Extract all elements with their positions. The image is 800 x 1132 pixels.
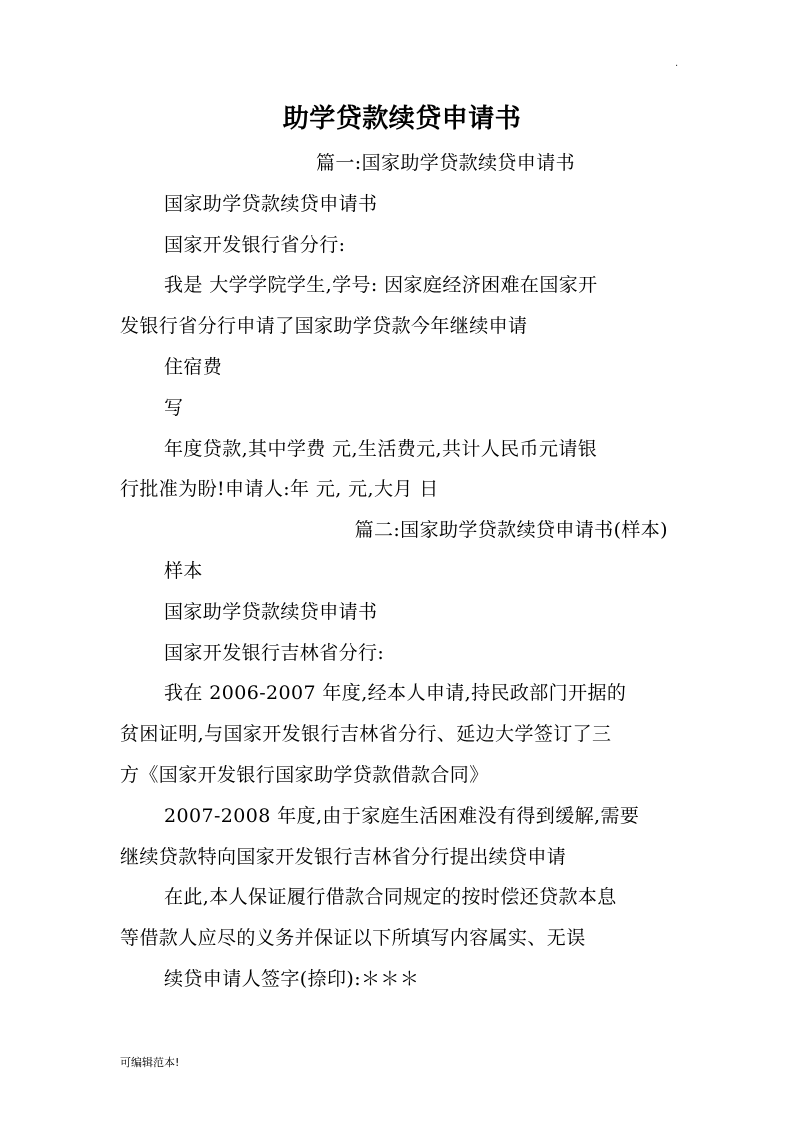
paragraph-line: 样本 (164, 559, 203, 582)
paragraph-line: 住宿费 (164, 355, 223, 378)
paragraph-line: 国家开发银行省分行: (164, 233, 346, 256)
paragraph-line: 国家开发银行吉林省分行: (164, 641, 385, 664)
paragraph-line: 继续贷款特向国家开发银行吉林省分行提出续贷申请 (120, 845, 567, 868)
paragraph-line: 国家助学贷款续贷申请书 (164, 192, 378, 215)
paragraph-line: 年度贷款,其中学费 元,生活费元,共计人民币元请银 (164, 437, 598, 460)
paragraph-line: 国家助学贷款续贷申请书 (164, 600, 378, 623)
paragraph-line: 发银行省分行申请了国家助学贷款今年继续申请 (120, 315, 528, 338)
paragraph-line: 在此,本人保证履行借款合同规定的按时偿还贷款本息 (164, 886, 617, 909)
paragraph-line: 写 (164, 396, 184, 419)
paragraph-line: 贫困证明,与国家开发银行吉林省分行、延边大学签订了三 (120, 723, 612, 746)
paragraph-line: 方《国家开发银行国家助学贷款借款合同》 (120, 763, 489, 786)
signature-line: 续贷申请人签字(捺印):＊＊＊ (164, 967, 420, 990)
paragraph-line: 2007-2008 年度,由于家庭生活困难没有得到缓解,需要 (164, 804, 640, 827)
corner-mark: . (675, 58, 679, 69)
paragraph-line: 我是 大学学院学生,学号: 因家庭经济困难在国家开 (164, 274, 598, 297)
page-footer: 可编辑范本! (120, 1056, 180, 1069)
paragraph-line: 行批准为盼!申请人:年 元, 元,大月 日 (120, 478, 439, 501)
document-body (120, 98, 684, 1000)
document-title: 助学贷款续贷申请书 (282, 104, 522, 134)
paragraph-line: 我在 2006-2007 年度,经本人申请,持民政部门开据的 (164, 682, 627, 705)
section-heading-2: 篇二:国家助学贷款续贷申请书(样本) (354, 519, 668, 542)
paragraph-line: 等借款人应尽的义务并保证以下所填写内容属实、无误 (120, 927, 586, 950)
section-heading-1: 篇一:国家助学贷款续贷申请书 (316, 152, 576, 174)
